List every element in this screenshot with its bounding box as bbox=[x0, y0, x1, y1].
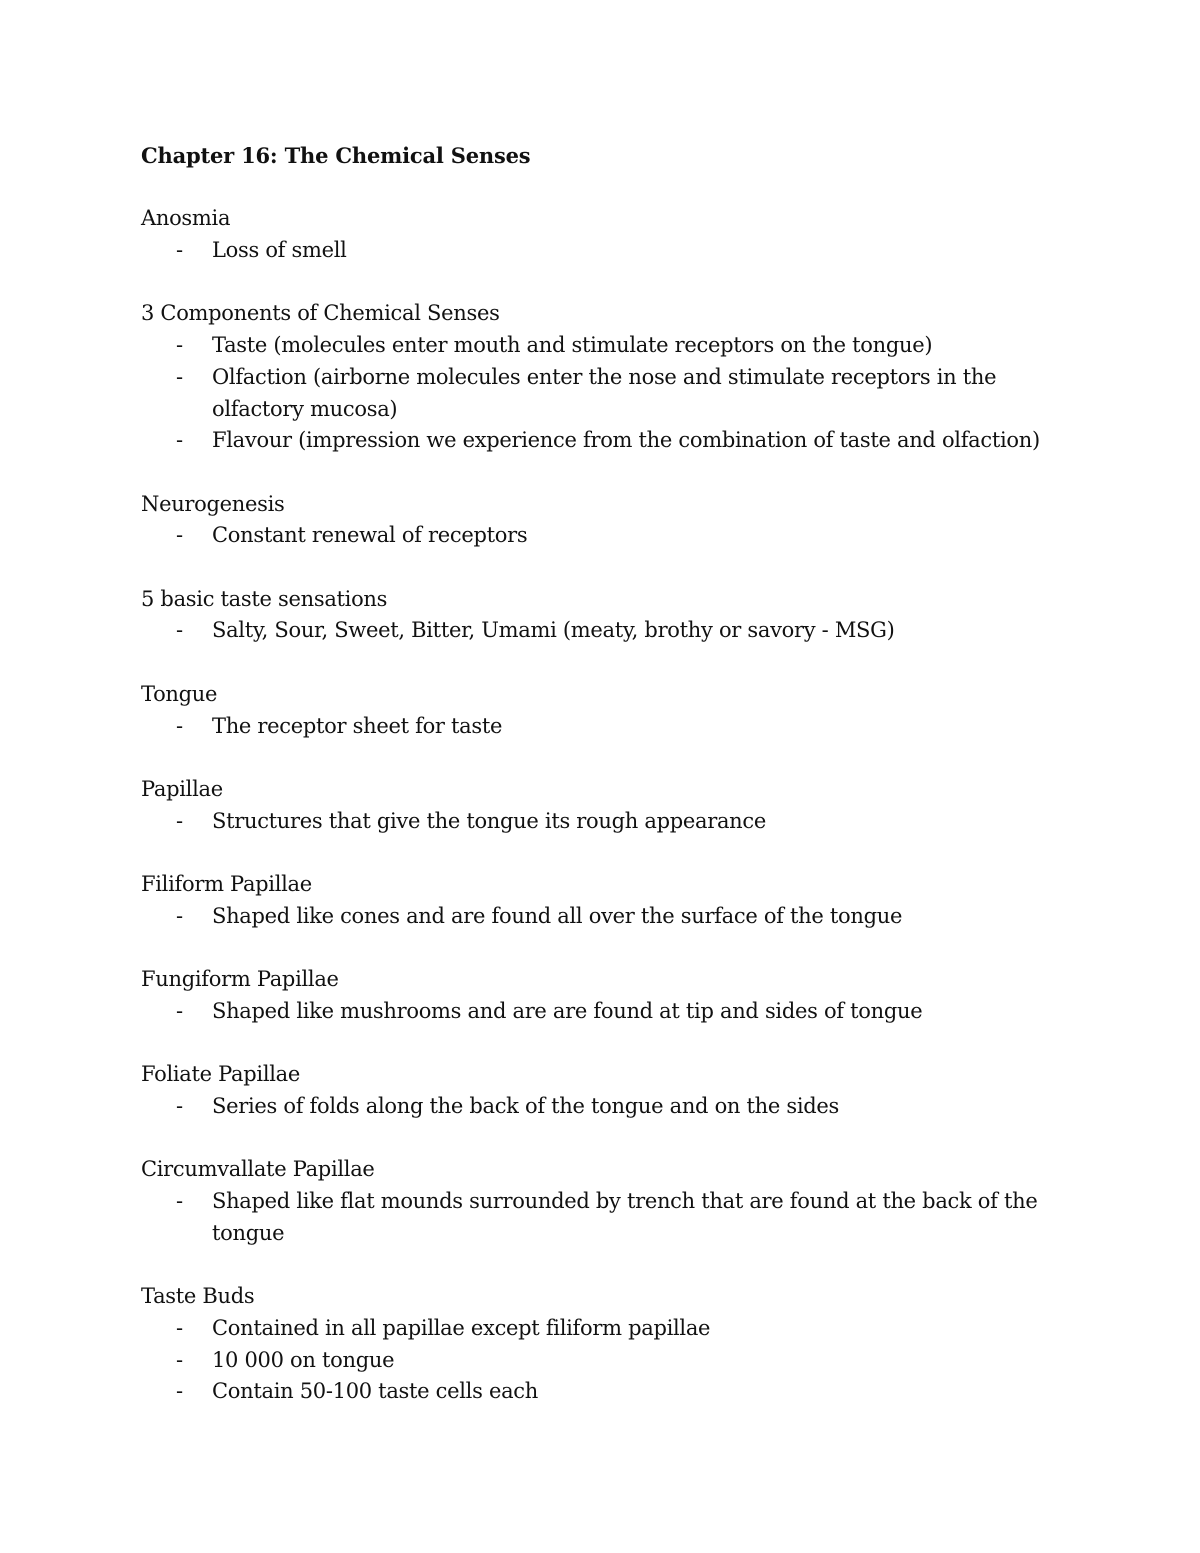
section-term: Fungiform Papillae bbox=[141, 967, 339, 992]
note-section bbox=[141, 1281, 1041, 1408]
document-page bbox=[141, 140, 1041, 1440]
document-title: Chapter 16: The Chemical Senses bbox=[141, 143, 531, 168]
section-term: Neurogenesis bbox=[141, 491, 285, 516]
bullet-text: Taste (molecules enter mouth and stimulate receptors on the tongue) bbox=[212, 333, 933, 358]
dash-bullet-icon: - bbox=[176, 523, 183, 548]
bullet-item bbox=[141, 362, 1041, 425]
section-term: 3 Components of Chemical Senses bbox=[141, 301, 500, 326]
note-section bbox=[141, 203, 1041, 266]
bullet-item bbox=[141, 1091, 1041, 1123]
bullet-text: Shaped like flat mounds surrounded by trench that are found at the back of the tongue bbox=[212, 1189, 1038, 1245]
bullet-list bbox=[141, 1313, 1041, 1408]
bullet-item bbox=[141, 901, 1041, 933]
bullet-item bbox=[141, 330, 1041, 362]
section-term: Anosmia bbox=[141, 206, 231, 231]
section-term: Tongue bbox=[141, 681, 218, 706]
dash-bullet-icon: - bbox=[176, 333, 183, 358]
bullet-item bbox=[141, 1186, 1041, 1249]
bullet-list bbox=[141, 615, 1041, 647]
dash-bullet-icon: - bbox=[176, 713, 183, 738]
dash-bullet-icon: - bbox=[176, 238, 183, 263]
bullet-list bbox=[141, 996, 1041, 1028]
note-section bbox=[141, 298, 1041, 457]
bullet-item bbox=[141, 1376, 1041, 1408]
bullet-text: Constant renewal of receptors bbox=[212, 523, 528, 548]
note-section bbox=[141, 964, 1041, 1027]
note-section bbox=[141, 869, 1041, 932]
bullet-list bbox=[141, 235, 1041, 267]
bullet-text: Contain 50-100 taste cells each bbox=[212, 1379, 538, 1404]
bullet-text: Contained in all papillae except filiform papillae bbox=[212, 1315, 711, 1340]
bullet-item bbox=[141, 1345, 1041, 1377]
bullet-item bbox=[141, 520, 1041, 552]
bullet-text: The receptor sheet for taste bbox=[212, 713, 503, 738]
dash-bullet-icon: - bbox=[176, 1379, 183, 1404]
note-section bbox=[141, 679, 1041, 742]
section-term: Filiform Papillae bbox=[141, 872, 312, 897]
bullet-list bbox=[141, 330, 1041, 457]
dash-bullet-icon: - bbox=[176, 903, 183, 928]
note-section bbox=[141, 774, 1041, 837]
dash-bullet-icon: - bbox=[176, 364, 183, 389]
section-term: Papillae bbox=[141, 776, 223, 801]
bullet-item bbox=[141, 996, 1041, 1028]
bullet-item bbox=[141, 711, 1041, 743]
dash-bullet-icon: - bbox=[176, 1093, 183, 1118]
note-section bbox=[141, 489, 1041, 552]
dash-bullet-icon: - bbox=[176, 618, 183, 643]
bullet-item bbox=[141, 806, 1041, 838]
bullet-text: Shaped like cones and are found all over the surface of the tongue bbox=[212, 903, 903, 928]
bullet-item bbox=[141, 235, 1041, 267]
dash-bullet-icon: - bbox=[176, 1189, 183, 1214]
dash-bullet-icon: - bbox=[176, 808, 183, 833]
bullet-list bbox=[141, 806, 1041, 838]
bullet-text: Shaped like mushrooms and are are found at tip and sides of tongue bbox=[212, 998, 923, 1023]
bullet-text: Structures that give the tongue its rough appearance bbox=[212, 808, 766, 833]
bullet-text: Series of folds along the back of the tongue and on the sides bbox=[212, 1093, 840, 1118]
notes-body bbox=[141, 203, 1041, 1408]
bullet-text: Olfaction (airborne molecules enter the nose and stimulate receptors in the olfactory mucosa) bbox=[212, 364, 997, 421]
bullet-list bbox=[141, 711, 1041, 743]
bullet-list bbox=[141, 1186, 1041, 1249]
section-term: Circumvallate Papillae bbox=[141, 1157, 375, 1182]
dash-bullet-icon: - bbox=[176, 428, 183, 453]
bullet-list bbox=[141, 901, 1041, 933]
section-term: Taste Buds bbox=[141, 1284, 255, 1309]
section-term: 5 basic taste sensations bbox=[141, 586, 388, 611]
section-term: Foliate Papillae bbox=[141, 1062, 301, 1087]
bullet-item bbox=[141, 425, 1041, 457]
note-section bbox=[141, 584, 1041, 647]
note-section bbox=[141, 1059, 1041, 1122]
note-section bbox=[141, 1154, 1041, 1249]
bullet-text: Loss of smell bbox=[212, 238, 347, 263]
bullet-list bbox=[141, 520, 1041, 552]
bullet-text: 10 000 on tongue bbox=[212, 1347, 395, 1372]
bullet-text: Salty, Sour, Sweet, Bitter, Umami (meaty, brothy or savory - MSG) bbox=[212, 618, 895, 643]
bullet-item bbox=[141, 1313, 1041, 1345]
bullet-item bbox=[141, 615, 1041, 647]
dash-bullet-icon: - bbox=[176, 1347, 183, 1372]
bullet-list bbox=[141, 1091, 1041, 1123]
dash-bullet-icon: - bbox=[176, 998, 183, 1023]
dash-bullet-icon: - bbox=[176, 1315, 183, 1340]
bullet-text: Flavour (impression we experience from the combination of taste and olfaction) bbox=[212, 428, 1040, 453]
